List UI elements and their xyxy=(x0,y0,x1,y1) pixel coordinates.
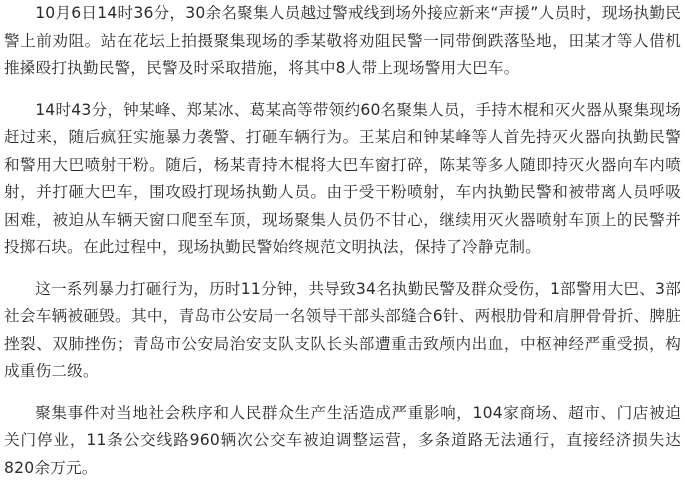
paragraph-spacer xyxy=(4,262,681,276)
paragraph-4: 聚集事件对当地社会秩序和人民群众生产生活造成严重影响，104家商场、超市、门店被迫关门停业，11条公交线路960辆次公交车被迫调整运营，多条道路无法通行，直接经济损失达820余万元。 xyxy=(4,400,681,482)
paragraph-3: 这一系列暴力打砸行为，历时11分钟，共导致34名执勤民警及群众受伤，1部警用大巴、3部社会车辆被砸毁。其中，青岛市公安局一名领导干部头部缝合6针、两根肋骨和肩胛骨骨折、脾脏挫裂、双肺挫伤；青岛市公安局治安支队支队长头部遭重击致颅内出血，中枢神经严重受损，构成重伤二级。 xyxy=(4,276,681,386)
paragraph-spacer xyxy=(4,386,681,400)
paragraph-spacer xyxy=(4,83,681,97)
paragraph-2: 14时43分，钟某峰、郑某冰、葛某高等带领约60名聚集人员，手持木棍和灭火器从聚集现场赶过来，随后疯狂实施暴力袭警、打砸车辆行为。王某启和钟某峰等人首先持灭火器向执勤民警和警用大巴喷射干粉。随后，杨某青持木棍将大巴车窗打碎，陈某等多人随即持灭火器向车内喷射，并打砸大巴车，围攻殴打现场执勤人员。由于受干粉喷射，车内执勤民警和被带离人员呼吸困难，被迫从车辆天窗口爬至车顶，现场聚集人员仍不甘心，继续用灭火器喷射车顶上的民警并投掷石块。在此过程中，现场执勤民警始终规范文明执法，保持了冷静克制。 xyxy=(4,97,681,262)
paragraph-1: 10月6日14时36分，30余名聚集人员越过警戒线到场外接应新来“声援”人员时，现场执勤民警上前劝阻。站在花坛上拍摄聚集现场的季某敬将劝阻民警一同带倒跌落坠地，田某才等人借机推搡殴打执勤民警，民警及时采取措施，将其中8人带上现场警用大巴车。 xyxy=(4,0,681,83)
